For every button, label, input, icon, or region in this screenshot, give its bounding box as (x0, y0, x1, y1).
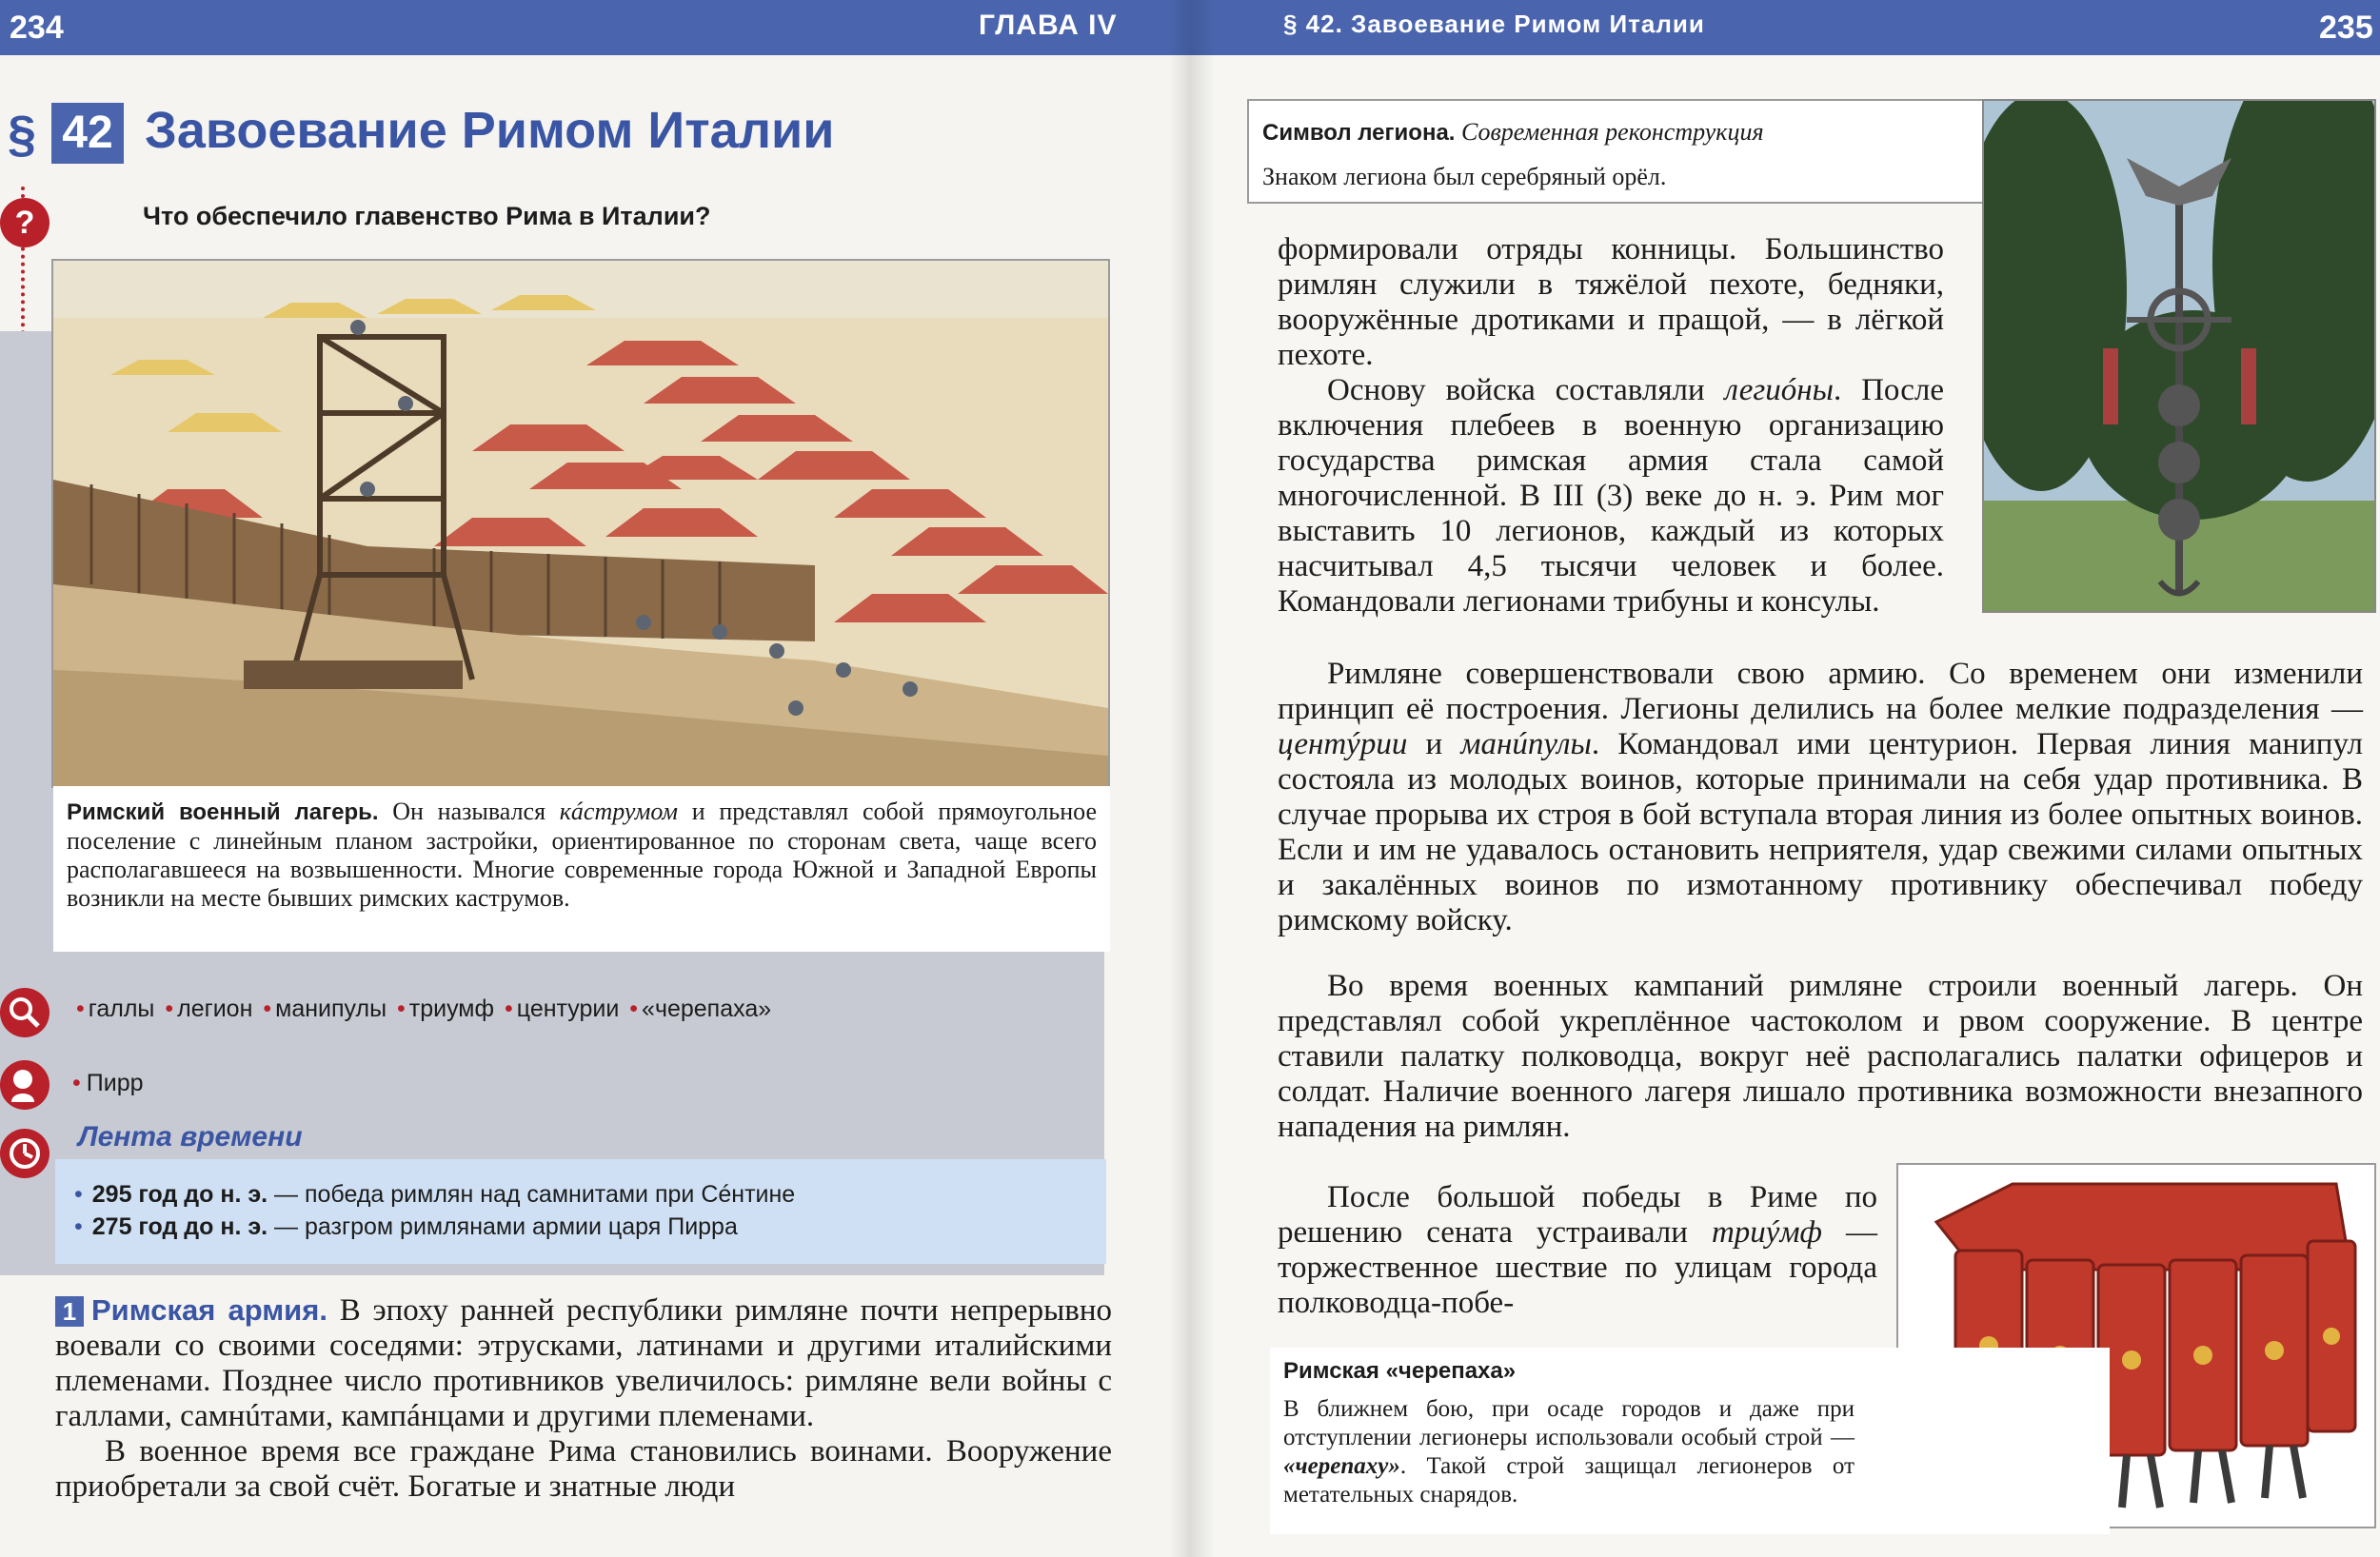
running-header: § 42. Завоевание Римом Италии (1283, 10, 1705, 38)
legion-symbol-subtitle: Современная реконструкция (1455, 118, 1764, 146)
camp-caption-text-a: Он назывался (378, 798, 560, 825)
timeline-year: 275 год до н. э. (91, 1213, 268, 1240)
camp-caption-text-b: и представлял собой прямоугольное поселение с линейным планом застройки, ориентированное по сторонам света, чаще всего располагавшееся на возвышенности. Многие современные города Южной и Западной Европы возникли на месте бывших римских каструмов. (67, 798, 1098, 912)
keyword: триумф (408, 995, 495, 1022)
timeline-box (55, 1159, 1106, 1264)
question-icon: ? (0, 198, 50, 247)
paragraph-text: и (1407, 727, 1461, 761)
paragraph-text: Римляне совершенствовали свою армию. Со временем они изменили принцип её построения. Легионы делились на более мелкие подразделения — (1278, 657, 2363, 726)
paragraph (1278, 657, 2363, 938)
right-full-text (1278, 657, 2363, 938)
timeline-event: — разгром римлянами армии царя Пирра (268, 1213, 738, 1240)
paragraph (1278, 1180, 1877, 1321)
keyword: галлы (88, 995, 155, 1022)
legion-symbol-caption (1247, 99, 1993, 204)
keyword: манипулы (275, 995, 387, 1022)
paragraph-text: . После включения плебеев в военную организацию государства римская армия стала самой многочисленной. В III (3) веке до н. э. Рим мог выставить 10 легионов, каждый из которых насчитывал 4,5 тысячи человек и более. Командовали легионами трибуны и консулы. (1278, 373, 1944, 619)
paragraph-text: Основу войска составляли (1327, 373, 1725, 407)
paragraph-text: . Командовал ими центурион. Первая линия манипул состояла из молодых воинов, которые принимали на себя удар противника. В случае прорыва их строя в бой вступала вторая линия из более опытных воинов. Если и им не удавалось остановить неприятеля, удар свежими силами опытных и закалённых воинов по измотанному противнику обеспечивал победу римскому войску. (1278, 727, 2363, 937)
person-icon (0, 1060, 50, 1110)
right-column-text (1278, 232, 1944, 620)
keyword: центурии (516, 995, 620, 1022)
testudo-caption-term: «черепаху» (1283, 1453, 1400, 1479)
term-maniples: манúпулы (1460, 727, 1592, 761)
term-triumph: триýмф (1711, 1215, 1822, 1250)
testudo-caption-body (1283, 1395, 1854, 1509)
person-name: Пирр (86, 1070, 144, 1096)
legion-symbol-caption-head (1262, 110, 1978, 155)
subsection-number: 1 (55, 1296, 84, 1327)
page-title: Завоевание Римом Италии (145, 102, 835, 159)
subsection-title: Римская армия. (91, 1293, 327, 1327)
timeline-item: • 275 год до н. э. — разгром римлянами армии царя Пирра (74, 1213, 738, 1240)
paragraph-text: — торжественное шествие по улицам города полководца-побе- (1278, 1215, 1877, 1320)
camp-caption-term: кáструмом (559, 798, 678, 825)
keywords-list: • галлы • легион • манипулы • триумф • центурии • «черепаха» (76, 995, 772, 1022)
testudo-caption (1270, 1348, 2110, 1534)
camp-caption-title: Римский военный лагерь. (67, 799, 379, 825)
camp-caption (53, 786, 1110, 952)
testudo-caption-text-b: . Такой строй защищал легионеров от метательных снарядов. (1283, 1453, 1854, 1508)
legion-symbol-title: Символ легиона. (1262, 120, 1456, 146)
paragraph-text: В эпоху ранней республики римляне почти непрерывно воевали со своими соседями: этрусками, латинами и другими италийскими племенами. Позднее число противников увеличилось: римляне вели войны с галлами, самнúтами, кампáнцами и другими племенами. (55, 1293, 1112, 1433)
right-page-number: 235 (2319, 10, 2373, 46)
left-header-band (0, 0, 1192, 55)
paragraph (55, 1292, 1112, 1434)
paragraph: формировали отряды конницы. Большинство римлян служили в тяжёлой пехоте, бедняки, вооружённые дротиками и пращой, — в лёгкой пехоте. (1278, 232, 1944, 372)
paragraph: В военное время все граждане Рима становились воинами. Вооружение приобретали за свой счёт. Богатые и знатные люди (55, 1434, 1112, 1504)
left-body-text (55, 1292, 1112, 1505)
right-header-band (1192, 0, 2380, 55)
timeline-event: — победа римлян над самнитами при Сéнтине (268, 1181, 796, 1208)
timeline-year: 295 год до н. э. (91, 1181, 268, 1208)
clock-icon (0, 1129, 50, 1178)
roman-camp-illustration (51, 259, 1110, 788)
magnifier-icon (0, 988, 50, 1037)
timeline-title: Лента времени (78, 1121, 303, 1153)
timeline-item: • 295 год до н. э. — победа римлян над самнитами при Сéнтине (74, 1181, 796, 1208)
left-page-number: 234 (10, 10, 64, 46)
testudo-caption-text-a: В ближнем бою, при осаде городов и даже при отступлении легионеры использовали особый строй — (1283, 1396, 1854, 1450)
legion-eagle-photo (1982, 99, 2376, 613)
testudo-caption-title: Римская «черепаха» (1283, 1358, 1517, 1384)
keyword: легион (177, 995, 253, 1022)
right-page (1192, 0, 2380, 1557)
legion-symbol-text: Знаком легиона был серебряный орёл. (1262, 163, 1667, 190)
section-number: 42 (51, 103, 124, 164)
chapter-label: ГЛАВА IV (979, 10, 1118, 41)
book-gutter (1169, 0, 1215, 1557)
paragraph-text: После большой победы в Риме по решению сената устраивали (1278, 1180, 1877, 1250)
right-camp-text (1278, 969, 2363, 1145)
keyword: «черепаха» (642, 995, 772, 1022)
term-legions: легиóны (1724, 373, 1834, 407)
right-triumph-text (1278, 1180, 1877, 1321)
section-symbol: § (8, 106, 37, 163)
persons-list: • Пирр (72, 1070, 144, 1096)
paragraph (1278, 373, 1944, 620)
term-centuries: центýрии (1278, 727, 1408, 761)
paragraph: Во время военных кампаний римляне строили военный лагерь. Он представлял собой укреплённое частоколом и рвом сооружение. В центре ставили палатку полководца, вокруг неё располагались палатки офицеров и солдат. Наличие военного лагеря лишало противника возможности внезапного нападения на римлян. (1278, 969, 2363, 1144)
key-question: Что обеспечило главенство Рима в Италии? (143, 202, 711, 230)
